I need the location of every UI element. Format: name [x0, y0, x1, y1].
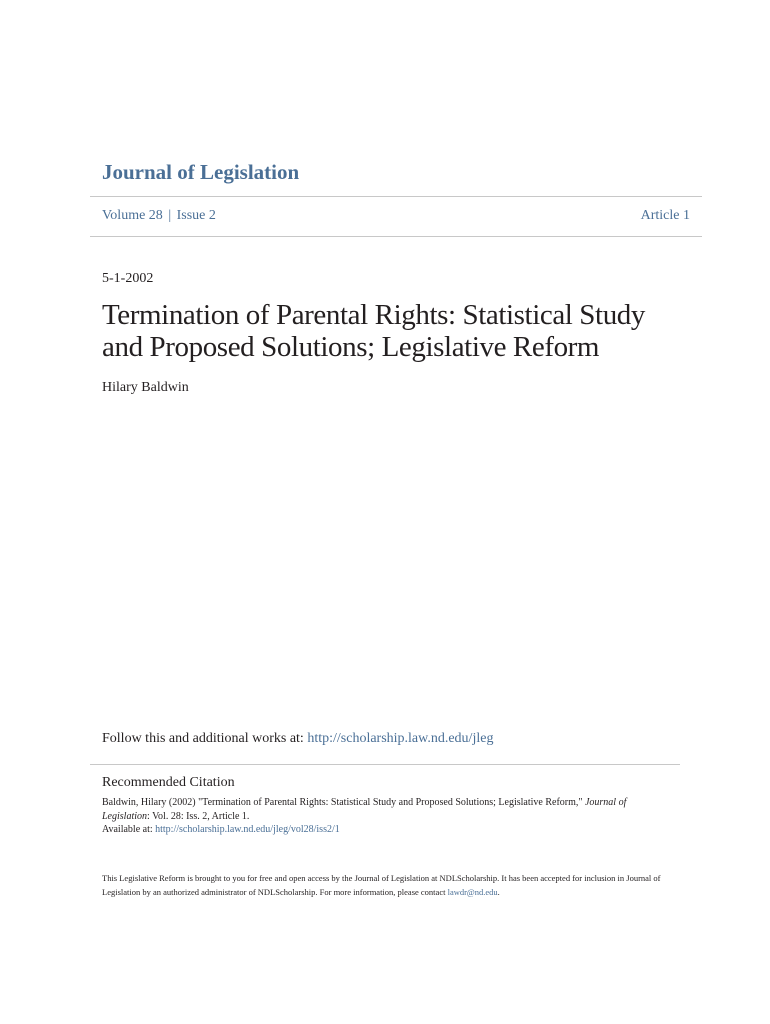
follow-url-link[interactable]: http://scholarship.law.nd.edu/jleg: [307, 731, 494, 746]
citation-text-part1: Baldwin, Hilary (2002) "Termination of Parental Rights: Statistical Study and Proposed Solutions; Legislative Reform,": [102, 797, 583, 808]
citation-text: [102, 796, 662, 837]
article-number-link[interactable]: Article 1: [640, 208, 690, 223]
issue-link[interactable]: Issue 2: [176, 208, 216, 223]
available-at-label: Available at:: [102, 824, 153, 835]
article-title-line-1: Termination of Parental Rights: Statistical Study: [102, 299, 645, 331]
recommended-citation-heading: Recommended Citation: [102, 775, 235, 790]
available-at-link[interactable]: http://scholarship.law.nd.edu/jleg/vol28/iss2/1: [155, 824, 340, 835]
publication-date: 5-1-2002: [102, 271, 154, 286]
footer-end: .: [497, 887, 500, 897]
contact-email-link[interactable]: lawdr@nd.edu: [447, 887, 498, 897]
header-divider-bottom: [90, 236, 702, 237]
citation-text-part2: : Vol. 28: Iss. 2, Article 1.: [147, 810, 250, 822]
follow-works-row: [102, 731, 493, 747]
article-title-line-2: and Proposed Solutions; Legislative Reform: [102, 331, 600, 363]
volume-issue-separator: |: [168, 208, 172, 223]
citation-divider: [90, 764, 680, 765]
footer-note: [102, 871, 682, 899]
header-divider-top: [90, 196, 702, 197]
volume-issue-row: [102, 208, 216, 224]
follow-label: Follow this and additional works at:: [102, 731, 304, 746]
footer-text: This Legislative Reform is brought to you for free and open access by the Journal of Legislation at NDLScholarship. It has been accepted for inclusion in Journal of Legislation by an authorized administrator of NDLScholarship. For more information, please contact: [102, 873, 661, 897]
volume-link[interactable]: Volume 28: [102, 208, 163, 223]
author-name: Hilary Baldwin: [102, 380, 189, 395]
journal-title-link[interactable]: Journal of Legislation: [102, 160, 300, 184]
article-title: [102, 299, 702, 363]
citation-journal-name: Journal of Legislation: [102, 797, 627, 822]
